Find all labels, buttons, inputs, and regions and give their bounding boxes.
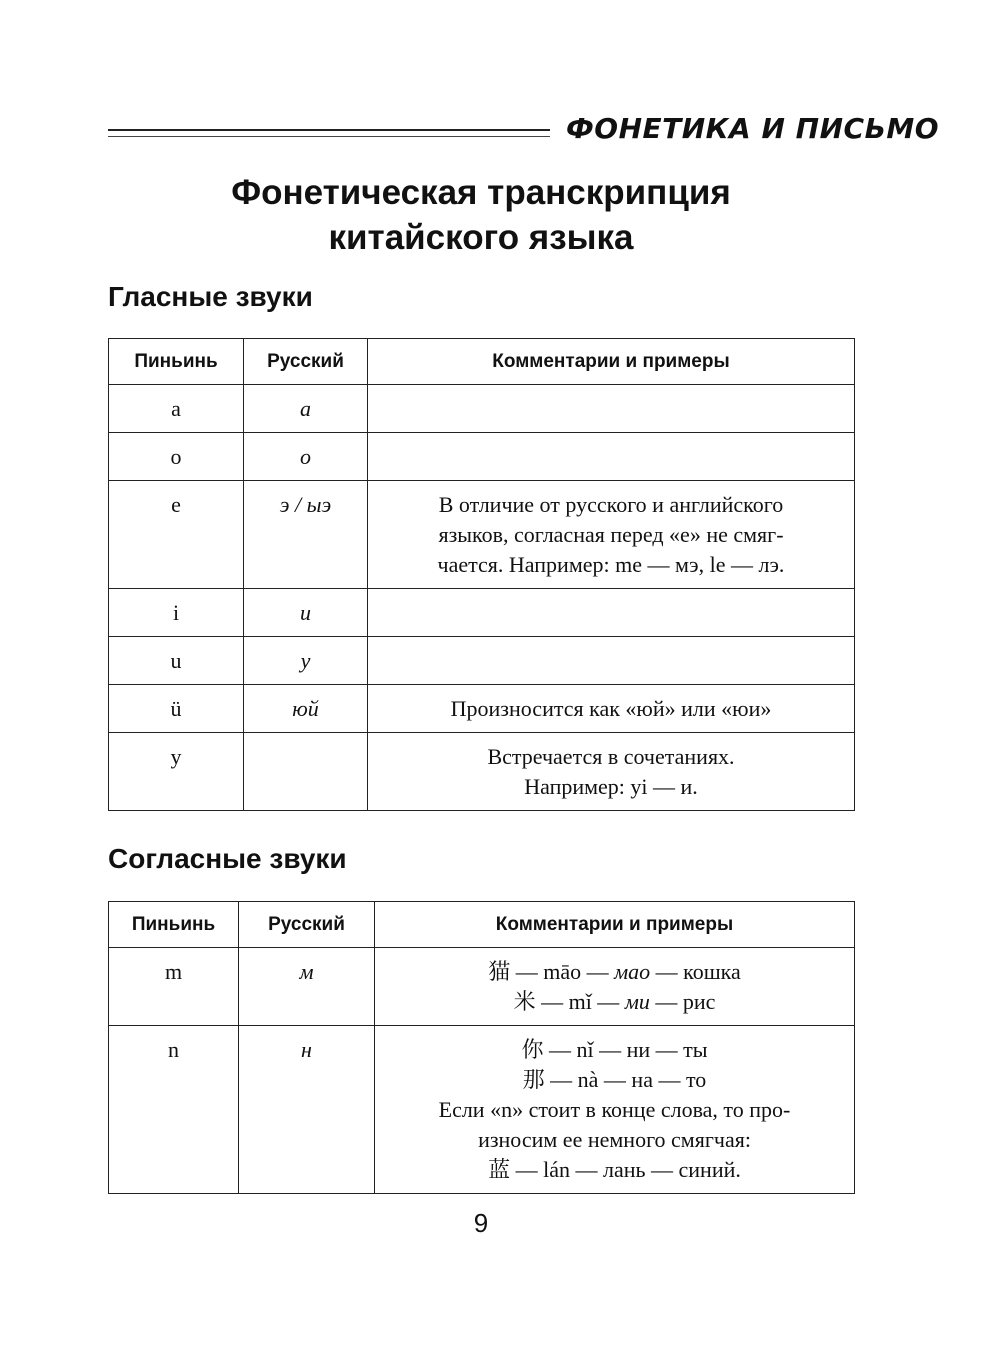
russian-cell	[244, 733, 368, 811]
pinyin-cell: e	[109, 481, 244, 589]
comment-line: Например: yi — и.	[524, 774, 698, 799]
table-row	[109, 637, 855, 685]
example-text: 米 — mǐ —	[513, 989, 625, 1014]
comment-cell	[375, 948, 855, 1026]
russian-cell: э / ыэ	[244, 481, 368, 589]
example-transcription: мао	[614, 959, 651, 984]
pinyin-cell: a	[109, 385, 244, 433]
pinyin-cell: m	[109, 948, 239, 1026]
vowels-table	[108, 338, 855, 811]
example-line: 蓝 — lán — лань — синий.	[488, 1157, 741, 1182]
comment-line: Встречается в сочетаниях.	[487, 744, 735, 769]
page-title-line-2: китайского языка	[328, 218, 634, 257]
example-line	[385, 957, 844, 987]
table-row	[109, 385, 855, 433]
example-line: 那 — nà — на — то	[522, 1067, 707, 1092]
comment-line: В отличие от русского и английского	[438, 492, 784, 517]
example-line: 你 — nǐ — ни — ты	[521, 1037, 708, 1062]
comment-cell	[375, 1026, 855, 1194]
consonants-heading: Согласные звуки	[108, 843, 347, 874]
page-title-line-1: Фонетическая транскрипция	[231, 173, 731, 212]
comment-line: Если «n» стоит в конце слова, то про-	[438, 1097, 791, 1122]
table-row	[109, 948, 855, 1026]
pinyin-cell: o	[109, 433, 244, 481]
example-transcription: ми	[624, 989, 650, 1014]
column-header-pinyin: Пиньинь	[109, 339, 244, 385]
table-row	[109, 589, 855, 637]
page-title	[108, 170, 854, 260]
column-header-comments: Комментарии и примеры	[375, 902, 855, 948]
table-header-row	[109, 339, 855, 385]
running-head: ФОНЕТИКА И ПИСЬМО	[566, 112, 940, 145]
consonants-table	[108, 901, 855, 1194]
pinyin-cell: y	[109, 733, 244, 811]
comment-cell	[368, 433, 855, 481]
example-translation: — рис	[649, 989, 716, 1014]
comment-cell	[368, 385, 855, 433]
comment-cell	[368, 589, 855, 637]
russian-cell: м	[239, 948, 375, 1026]
comment-cell	[368, 637, 855, 685]
pinyin-cell: i	[109, 589, 244, 637]
column-header-comments: Комментарии и примеры	[368, 339, 855, 385]
vowels-heading: Гласные звуки	[108, 281, 313, 312]
comment-cell	[368, 733, 855, 811]
example-translation: — кошка	[650, 959, 741, 984]
russian-cell: н	[239, 1026, 375, 1194]
example-text: 猫 — māo —	[488, 959, 615, 984]
column-header-pinyin: Пиньинь	[109, 902, 239, 948]
table-row	[109, 1026, 855, 1194]
russian-cell: юй	[244, 685, 368, 733]
table-row	[109, 481, 855, 589]
russian-cell: а	[244, 385, 368, 433]
comment-cell	[368, 685, 855, 733]
column-header-russian: Русский	[244, 339, 368, 385]
table-row	[109, 733, 855, 811]
comment-line: износим ее немного смягчая:	[478, 1127, 751, 1152]
page-number: 9	[473, 1208, 489, 1238]
pinyin-cell: ü	[109, 685, 244, 733]
column-header-russian: Русский	[239, 902, 375, 948]
table-row	[109, 685, 855, 733]
russian-cell: и	[244, 589, 368, 637]
header-rule	[108, 129, 550, 131]
comment-line: Произносится как «юй» или «юи»	[450, 696, 772, 721]
russian-cell: у	[244, 637, 368, 685]
comment-line: языков, согласная перед «е» не смяг-	[438, 522, 784, 547]
example-line	[385, 987, 844, 1017]
comment-cell	[368, 481, 855, 589]
russian-cell: о	[244, 433, 368, 481]
pinyin-cell: n	[109, 1026, 239, 1194]
pinyin-cell: u	[109, 637, 244, 685]
comment-line: чается. Например: me — мэ, le — лэ.	[437, 552, 785, 577]
table-row	[109, 433, 855, 481]
header-rule-thin	[108, 136, 550, 137]
table-header-row	[109, 902, 855, 948]
